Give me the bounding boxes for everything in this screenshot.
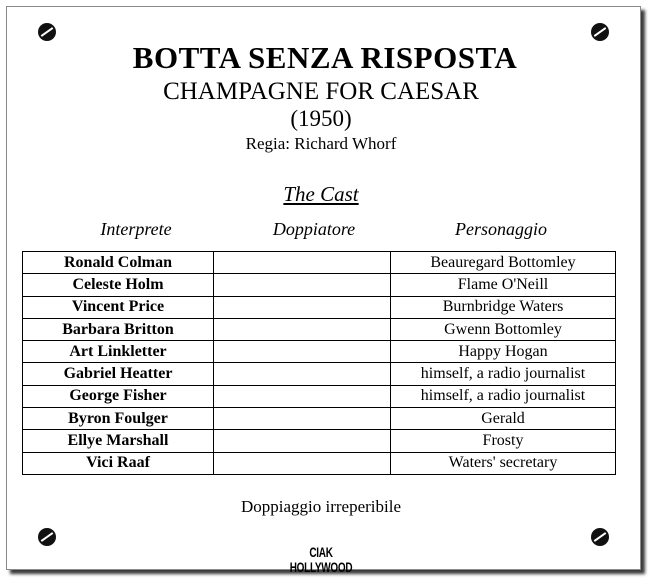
actor-cell: Ellye Marshall [23, 430, 214, 452]
character-cell: Flame O'Neill [391, 274, 616, 296]
dubbing-note: Doppiaggio irreperibile [240, 497, 402, 516]
table-row [23, 318, 616, 340]
character-cell: Happy Hogan [391, 341, 616, 363]
actor-cell: George Fisher [23, 385, 214, 407]
column-header-personaggio: Personaggio [455, 219, 547, 239]
table-row [23, 252, 616, 274]
character-cell: himself, a radio journalist [391, 363, 616, 385]
actor-cell: Celeste Holm [23, 274, 214, 296]
screw-icon [38, 23, 56, 41]
screw-icon [591, 528, 609, 546]
dubber-cell [214, 296, 391, 318]
original-title: CHAMPAGNE FOR CAESAR [163, 78, 479, 105]
dubber-cell [214, 430, 391, 452]
table-row [23, 430, 616, 452]
dubber-cell [214, 452, 391, 474]
release-year: (1950) [290, 106, 352, 131]
character-cell: Burnbridge Waters [391, 296, 616, 318]
director-credit: Regia: Richard Whorf [245, 134, 397, 153]
character-cell: himself, a radio journalist [391, 385, 616, 407]
table-row [23, 274, 616, 296]
actor-cell: Gabriel Heatter [23, 363, 214, 385]
dubber-cell [214, 341, 391, 363]
table-row [23, 452, 616, 474]
actor-cell: Vincent Price [23, 296, 214, 318]
column-header-doppiatore: Doppiatore [272, 219, 356, 239]
character-cell: Gwenn Bottomley [391, 318, 616, 340]
ciak-hollywood-logo: CIAK HOLLYWOOD [289, 546, 353, 576]
actor-cell: Art Linkletter [23, 341, 214, 363]
actor-cell: Vici Raaf [23, 452, 214, 474]
table-row [23, 363, 616, 385]
cast-heading: The Cast [283, 182, 359, 206]
cast-table [22, 251, 616, 475]
dubber-cell [214, 408, 391, 430]
table-row [23, 296, 616, 318]
actor-cell: Byron Foulger [23, 408, 214, 430]
column-header-interprete: Interprete [100, 219, 172, 239]
screw-icon [591, 23, 609, 41]
dubber-cell [214, 274, 391, 296]
dubber-cell [214, 252, 391, 274]
actor-cell: Ronald Colman [23, 252, 214, 274]
dubber-cell [214, 318, 391, 340]
actor-cell: Barbara Britton [23, 318, 214, 340]
character-cell: Frosty [391, 430, 616, 452]
screw-icon [38, 528, 56, 546]
character-cell: Waters' secretary [391, 452, 616, 474]
table-row [23, 341, 616, 363]
table-row [23, 408, 616, 430]
film-title: BOTTA SENZA RISPOSTA [132, 40, 518, 75]
dubber-cell [214, 385, 391, 407]
dubber-cell [214, 363, 391, 385]
character-cell: Gerald [391, 408, 616, 430]
table-row [23, 385, 616, 407]
character-cell: Beauregard Bottomley [391, 252, 616, 274]
